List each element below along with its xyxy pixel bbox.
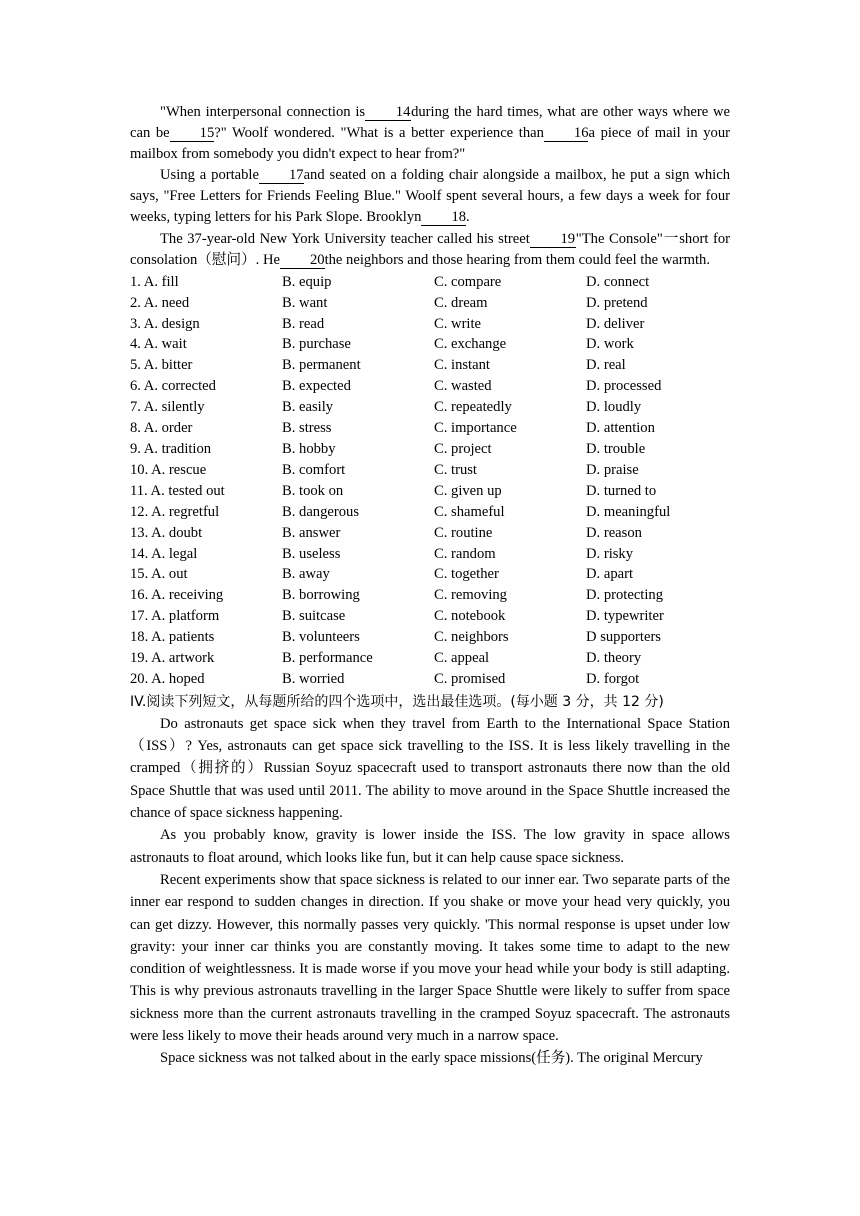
option-c: C. repeatedly [434,399,512,416]
reading-paragraph: As you probably know, gravity is lower inside the ISS. The low gravity in space allows astronauts to float around, which looks like fun, but it can help cause space sickness. [130,827,730,866]
option-c: C. given up [434,482,502,499]
option-d: D. turned to [586,482,657,499]
option-a: 12. A. regretful [130,503,220,520]
option-b: B. took on [282,482,344,499]
option-a: 9. A. tradition [130,441,212,457]
option-row [130,564,736,585]
option-c: C. importance [434,420,517,437]
option-c: C. notebook [434,608,506,625]
text: "The Console"一short for consolation（慰问）. He [130,230,730,268]
blank-20: 20 [280,252,325,269]
option-c: C. instant [434,357,490,374]
option-c: C. exchange [434,336,507,353]
option-d: D. pretend [586,294,648,311]
option-row [130,585,736,606]
option-b: B. permanent [282,357,361,374]
text: a piece of mail in your mailbox from somebody you didn't expect to hear from?" [130,125,730,163]
option-c: C. trust [434,461,477,478]
option-c: C. project [434,441,492,457]
option-a: 15. A. out [130,566,188,583]
option-d: D supporters [586,629,661,646]
cloze-paragraph-3 [130,229,730,271]
option-d: D. attention [586,420,655,437]
option-c: C. promised [434,670,506,687]
option-b: B. answer [282,524,341,541]
reading-paragraph: Space sickness was not talked about in the early space missions(任务). The original Mercury [160,1050,703,1067]
blank-19: 19 [530,231,576,248]
option-b: B. performance [282,650,373,667]
option-a: 2. A. need [130,294,190,311]
option-row [130,481,736,502]
option-row [130,334,736,355]
option-d: D. meaningful [586,503,671,520]
option-b: B. away [282,566,330,583]
option-b: B. suitcase [282,608,346,625]
option-a: 7. A. silently [130,399,205,416]
option-c: C. wasted [434,378,492,395]
blank-18: 18 [421,209,466,226]
option-c: C. random [434,545,496,562]
option-row [130,627,736,648]
page-content [130,102,730,1070]
option-row [130,293,736,314]
option-b: B. equip [282,273,332,290]
option-b: B. stress [282,420,332,437]
cloze-paragraph-1 [130,102,730,165]
option-b: B. volunteers [282,629,360,646]
option-a: 3. A. design [130,315,200,332]
option-a: 13. A. doubt [130,524,203,541]
blank-14: 14 [365,104,411,121]
option-a: 8. A. order [130,420,193,437]
option-d: D. connect [586,273,650,290]
option-b: B. worried [282,670,345,687]
option-b: B. expected [282,378,351,395]
option-row [130,606,736,627]
option-row [130,314,736,335]
cloze-paragraph-2 [130,165,730,228]
option-b: B. hobby [282,441,336,457]
option-a: 10. A. rescue [130,461,207,478]
option-d: D. apart [586,566,634,583]
option-d: D. risky [586,545,634,562]
option-b: B. useless [282,545,341,562]
option-c: C. appeal [434,650,490,667]
option-row [130,418,736,439]
reading-paragraph: Recent experiments show that space sickness is related to our inner ear. Two separate parts of the inner ear respond to sudden changes in direction. If you shake or move your head very quickly, you can get dizzy. However, this normally passes very quickly. 'This normal response is upset under low gravity: your inner car thinks you are constantly moving. It takes some time to adapt to the new condition of weightlessness. It is made worse if you move your head while your body is still adapting. This is why previous astronauts travelling in the larger Space Shuttle were likely to suffer from space sickness more than the current astronauts travelling in the cramped Soyuz spacecraft. The astronauts were less likely to move their heads around very much in a narrow space. [130,871,730,1045]
option-b: B. comfort [282,461,346,478]
option-row [130,272,736,293]
option-a: 11. A. tested out [130,482,225,499]
text: ?" Woolf wondered. "What is a better experience than [214,125,544,142]
blank-17: 17 [259,167,304,184]
option-row [130,648,736,669]
option-a: 6. A. corrected [130,378,216,395]
option-row [130,376,736,397]
option-a: 17. A. platform [130,608,220,625]
text: . [466,209,470,226]
option-b: B. read [282,315,325,332]
option-row [130,502,736,523]
option-c: C. together [434,566,499,583]
option-a: 20. A. hoped [130,670,205,687]
option-d: D. trouble [586,441,646,457]
option-b: B. borrowing [282,587,360,604]
option-d: D. loudly [586,399,642,416]
option-b: B. purchase [282,336,351,353]
option-c: C. write [434,315,482,332]
option-a: 18. A. patients [130,629,215,646]
blank-15: 15 [170,125,215,142]
option-d: D. typewriter [586,608,664,625]
option-b: B. dangerous [282,503,360,520]
option-row [130,669,736,690]
blank-16: 16 [544,125,589,142]
option-c: C. compare [434,273,502,290]
option-d: D. forgot [586,670,640,687]
text: during the hard times, what are other ways where we can be [130,104,730,142]
option-d: D. reason [586,524,642,541]
option-a: 4. A. wait [130,336,187,353]
text: Using a portable [160,167,259,184]
options-table [130,272,736,690]
option-d: D. praise [586,461,639,478]
option-row [130,460,736,481]
text: The 37-year-old New York University teacher called his street [160,230,530,247]
option-d: D. processed [586,378,662,395]
option-a: 5. A. bitter [130,357,193,374]
option-c: C. routine [434,524,493,541]
option-c: C. shameful [434,503,505,520]
option-row [130,523,736,544]
option-row [130,439,736,460]
option-d: D. work [586,336,634,353]
option-d: D. deliver [586,315,645,332]
option-a: 1. A. fill [130,273,179,290]
option-c: C. neighbors [434,629,509,646]
reading-paragraph: Do astronauts get space sick when they travel from Earth to the International Space Station（ISS）? Yes, astronauts can get space sick travelling to the ISS. It is less likely travelling in the cramped（拥挤的）Russian Soyuz spacecraft used to transport astronauts there now than the old Space Shuttle that was used until 2011. The ability to move around in the Space Shuttle increased the chance of space sickness happening. [130,715,730,822]
option-c: C. dream [434,294,488,311]
option-b: B. easily [282,399,334,416]
option-d: D. real [586,357,626,374]
option-a: 14. A. legal [130,545,198,562]
option-b: B. want [282,294,328,311]
option-row [130,397,736,418]
option-d: D. theory [586,650,642,667]
option-a: 19. A. artwork [130,650,215,667]
option-a: 16. A. receiving [130,587,224,604]
option-row [130,355,736,376]
option-c: C. removing [434,587,507,604]
option-row [130,544,736,565]
text: "When interpersonal connection is [160,104,366,120]
text: and seated on a folding chair alongside a mailbox, he put a sign which says, "Free Letters for Friends Feeling Blue." Woolf spent several hours, a few days a week for four weeks, typing letters for his Park Slope. Brooklyn [130,167,730,226]
option-d: D. protecting [586,587,664,604]
section-heading: IV.阅读下列短文，从每题所给的四个选项中，选出最佳选项。(每小题 3 分，共 12 分) [130,693,664,710]
text: the neighbors and those hearing from them could feel the warmth. [324,251,710,268]
